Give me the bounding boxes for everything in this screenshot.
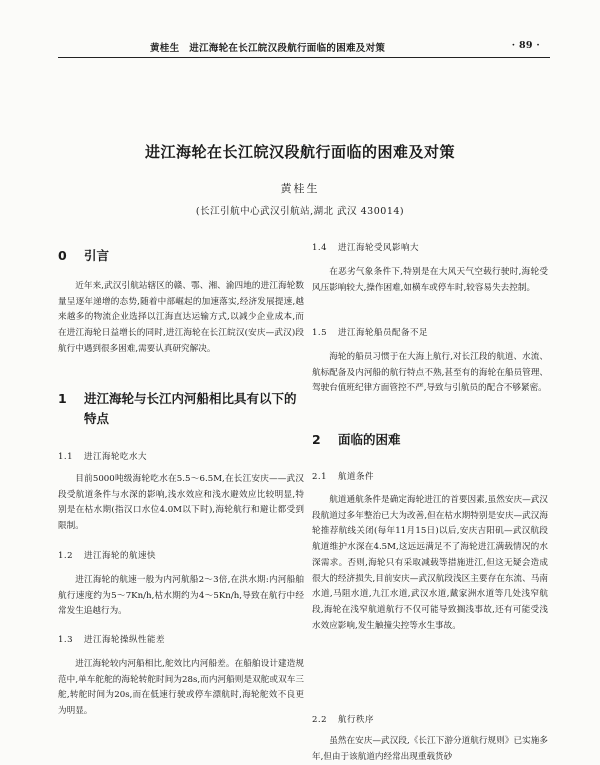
subsection-heading-1-4 — [312, 241, 419, 253]
subsection-heading-1-1 — [58, 450, 147, 462]
section-heading-1 — [58, 389, 304, 429]
paragraph-1-1: 目前5000吨级海轮吃水在5.5～6.5M,在长江安庆——武汉段受航道条件与水深的影响,浅水效应和浅水避效应比较明显,特别是在枯水期(指汉口水位4.0M以下时),海轮航行和避让都受到限制。 — [58, 474, 304, 532]
subsection-number: 2.1 — [312, 472, 328, 482]
subsection-number: 1.3 — [58, 635, 74, 645]
subsection-title: 进江海轮的航速快 — [84, 551, 157, 561]
author: 黄桂生 — [280, 182, 320, 195]
subsection-heading-1-3 — [58, 633, 165, 645]
paragraph-2-2: 虽然在安庆—武汉段,《长江下游分道航行规则》已实施多年,但由于该航道内经常出现重载货砂 — [312, 736, 548, 762]
section-number: 0 — [58, 248, 67, 263]
section-title: 进江海轮与长江内河船相比具有以下的特点 — [84, 391, 297, 426]
section-number: 1 — [58, 391, 67, 406]
paper-title: 进江海轮在长江皖汉段航行面临的困难及对策 — [144, 143, 455, 161]
section-title: 引言 — [84, 248, 110, 263]
subsection-heading-2-2 — [312, 713, 374, 725]
paragraph-1-5: 海轮的船员习惯于在大海上航行,对长江段的航道、水流、航标配备及内河船的航行特点不熟,甚至有的海轮在船员管理、驾驶台值班纪律方面管控不严,导致与引航员的配合不够紧密。 — [312, 352, 548, 394]
paragraph-1-2: 进江海轮的航速一般为内河航船2～3倍,在洪水期:内河船舶航行速度约为5～7Kn/h,枯水期约为4～5Kn/h,导致在航行中经常发生追越行为。 — [58, 575, 304, 617]
section-heading-0 — [58, 246, 109, 266]
header-rule — [58, 57, 550, 58]
subsection-number: 1.2 — [58, 551, 74, 561]
subsection-number: 1.5 — [312, 328, 328, 338]
subsection-title: 航道条件 — [338, 472, 375, 482]
subsection-number: 1.1 — [58, 452, 74, 462]
affiliation: (长江引航中心武汉引航站,湖北 武汉 430014) — [195, 206, 405, 217]
subsection-heading-1-2 — [58, 549, 156, 561]
subsection-title: 进江海轮操纵性能差 — [84, 635, 166, 645]
page-number: · 89 · — [511, 40, 540, 51]
section-number: 2 — [312, 432, 321, 447]
subsection-title: 进江海轮受风影响大 — [338, 243, 420, 253]
intro-paragraph: 近年来,武汉引航站辖区的赣、鄂、湘、渝四地的进江海轮数量呈逐年递增的态势,随着中部崛起的加速落实,经济发展提速,越来越多的物流企业选择以江海直达运输方式,以减少企业成本,而在进江海轮日益增长的同时,进江海轮在长江皖汉(安庆—武汉)段航行中遇到很多困难,需要认真研究解决。 — [58, 281, 304, 354]
paragraph-1-4: 在恶劣气象条件下,特别是在大风天气空载行驶时,海轮受风压影响较大,操作困难,如横车或停车时,较容易失去控制。 — [312, 267, 548, 293]
section-title: 面临的困难 — [338, 432, 401, 447]
subsection-title: 航行秩序 — [338, 715, 375, 725]
running-head — [150, 40, 540, 54]
section-heading-2 — [312, 430, 401, 450]
subsection-heading-2-1 — [312, 470, 374, 482]
paragraph-1-3: 进江海轮较内河船相比,舵效比内河船差。在船舶设计建造规范中,单车舵舵的海轮转舵时间为28s,而内河船则是双舵或双车三舵,转舵时间为20s,而在低速行驶或停车漂航时,海轮舵效不良更为明显。 — [58, 659, 304, 717]
paragraph-2-1: 航道通航条件是确定海轮进江的首要因素,虽然安庆—武汉段航道过多年整治已大为改善,但在枯水期特别是安庆—武汉海轮推荐航线关闭(每年11月15日)以后,安庆吉阳矶—武汉航段航道维护水深在4.5M,这远远满足不了海轮进江满载情况的水深需求。否则,海轮只有采取减载等措施进江,但这无疑会造成很大的经济损失,目前安庆—武汉航段浅区主要存在东流、马南水道,马阻水道,九江水道,武汉水道,戴家洲水道等几处浅窄航段,海轮在浅窄航道航行不仅可能导致搁浅事故,还有可能受浅水效应影响,发生触撞尖控等水生事故。 — [312, 495, 548, 631]
subsection-number: 1.4 — [312, 243, 328, 253]
subsection-heading-1-5 — [312, 326, 428, 338]
subsection-number: 2.2 — [312, 715, 328, 725]
subsection-title: 进江海轮船员配备不足 — [338, 328, 429, 338]
subsection-title: 进江海轮吃水大 — [84, 452, 148, 462]
running-head-text: 黄桂生 进江海轮在长江皖汉段航行面临的困难及对策 — [150, 43, 386, 54]
